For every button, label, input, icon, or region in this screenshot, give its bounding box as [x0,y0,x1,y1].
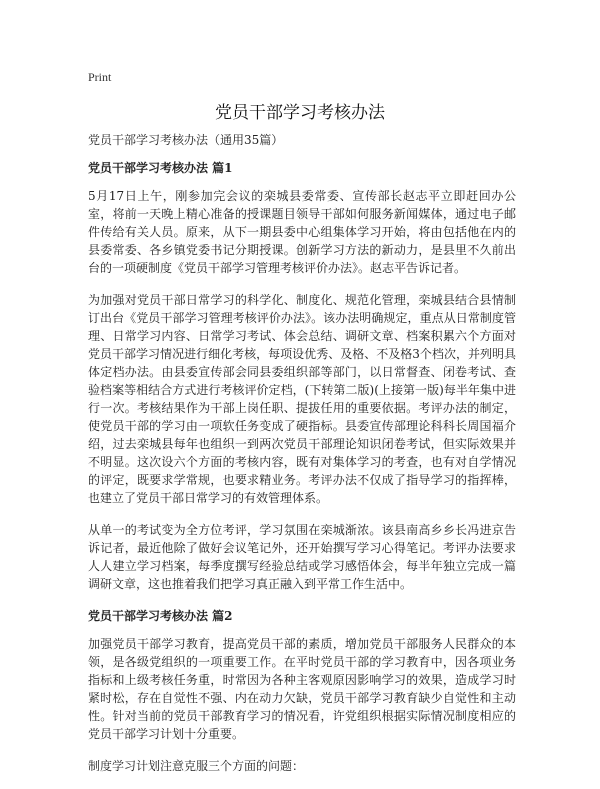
paragraph: 为加强对党员干部日常学习的科学化、制度化、规范化管理，栾城县结合县情制订出台《党员干部学习管理考核评价办法》。该办法明确规定，重点从日常制度管理、日常学习内容、日常学习考试、体会总结、调研文章、档案积累六个方面对党员干部学习情况进行细化考核，每项设优秀、及格、不及格3个档次，并列明具体定档办法。由县委宣传部会同县委组织部等部门，以日常督查、闭卷考试、查验档案等相结合方式进行考核评价定档，(下转第二版)(上接第一版)每半年集中进行一次。考核结果作为干部上岗任职、提拔任用的重要依据。考评办法的制定，使党员干部的学习由一项软任务变成了硬指标。县委宣传部理论科科长周国福介绍，过去栾城县每年也组织一到两次党员干部理论知识闭卷考试，但实际效果并不明显。这次设六个方面的考核内容，既有对集体学习的考查，也有对自学情况的评定，既要求学常规，也要求精业务。考评办法不仅成了指导学习的指挥棒，也建立了党员干部日常学习的有效管理体系。 [88,293,516,505]
document-subtitle: 党员干部学习考核办法（通用35篇） [88,133,284,147]
paragraph: 加强党员干部学习教育，提高党员干部的素质，增加党员干部服务人民群众的本领，是各级党组织的一项重要工作。在平时党员干部的学习教育中，因各项业务指标和上级考核任务重，时常因为各种主客观原因影响学习的效果，造成学习时紧时松，存在自觉性不强、内在动力欠缺，党员干部学习教育缺少自觉性和主动性。针对当前的党员干部教育学习的情况看，许党组织根据实际情况制度相应的党员干部学习计划十分重要。 [88,637,516,741]
paragraph: 5月17日上午，刚参加完会议的栾城县委常委、宣传部长赵志平立即赶回办公室，将前一天晚上精心准备的授课题目领导干部如何服务新闻媒体，通过电子邮件传给有关人员。原来，从下一期县委中心组集体学习开始，将由包括他在内的县委常委、各乡镇党委书记分期授课。创新学习方法的新动力，是县里不久前出台的一项硬制度《党员干部学习管理考核评价办法》。赵志平告诉记者。 [88,189,516,275]
section-heading: 党员干部学习考核办法 篇2 [88,609,233,623]
section-heading: 党员干部学习考核办法 篇1 [88,161,233,175]
paragraph: 从单一的考试变为全方位考评，学习氛围在栾城渐浓。该县南高乡乡长冯进京告诉记者，最近他除了做好会议笔记外，还开始撰写学习心得笔记。考评办法要求人人建立学习档案，每季度撰写经验总结或学习感悟体会，每半年独立完成一篇调研文章，这也推着我们把学习真正融入到平常工作生活中。 [88,523,516,591]
page-title: 党员干部学习考核办法 [215,103,385,123]
paragraph: 制度学习计划注意克服三个方面的问题： [88,759,305,773]
print-link[interactable]: Print [88,70,112,84]
document-body [88,131,516,789]
